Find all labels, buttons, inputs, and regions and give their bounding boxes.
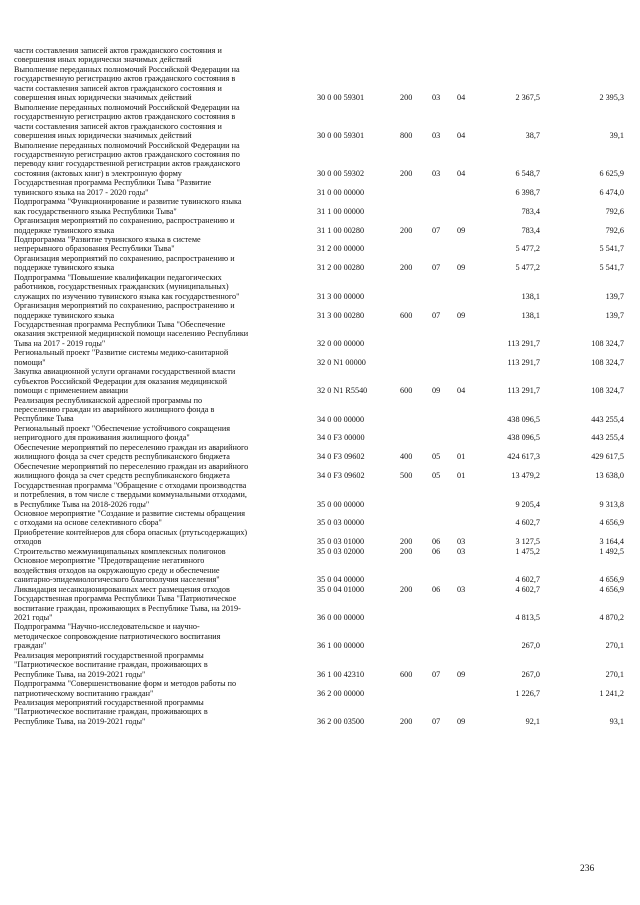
subsection: 04 bbox=[457, 386, 466, 396]
row-name-line: служащих по изучению тувинского языка как государственного" bbox=[14, 291, 240, 301]
row-name-line: государственную регистрацию актов гражданского состояния в bbox=[14, 74, 236, 84]
row-name-line: Республике Тыва bbox=[14, 414, 74, 424]
row-name bbox=[14, 320, 306, 348]
amount-year-2: 792,6 bbox=[605, 225, 624, 235]
row-name-line: "Патриотическое воспитание граждан, проживающих в bbox=[14, 660, 208, 670]
amount-year-2: 13 638,0 bbox=[595, 471, 624, 481]
row-name-line: Республике Тыва, на 2019-2021 годы" bbox=[14, 669, 146, 679]
expense-type: 500 bbox=[400, 471, 413, 481]
row-name-line: непрерывного образования Республики Тыва" bbox=[14, 244, 175, 254]
subsection: 09 bbox=[457, 263, 466, 273]
row-name-line: Реализация республиканской адресной программы по bbox=[14, 395, 203, 405]
section: 03 bbox=[432, 131, 441, 141]
row-name-line: Государственная программа Республики Тыва "Обеспечение bbox=[14, 320, 226, 330]
row-name-line: субъектов Российской Федерации для оказания медицинской bbox=[14, 376, 227, 386]
program-code: 36 1 00 00000 bbox=[317, 641, 365, 651]
program-code: 34 0 00 00000 bbox=[317, 414, 365, 424]
subsection: 03 bbox=[457, 584, 466, 594]
row-name bbox=[14, 396, 306, 424]
row-name bbox=[14, 509, 306, 528]
row-name-line: совершения иных юридически значимых действий bbox=[14, 93, 192, 103]
amount-year-2: 4 656,9 bbox=[599, 575, 624, 585]
amount-year-1: 6 548,7 bbox=[515, 168, 540, 178]
subsection: 01 bbox=[457, 452, 466, 462]
amount-year-2: 108 324,7 bbox=[591, 357, 624, 367]
amount-year-2: 2 395,3 bbox=[599, 93, 624, 103]
amount-year-1: 783,4 bbox=[521, 206, 540, 216]
row-name-line: переселению граждан из аварийного жилищного фонда в bbox=[14, 405, 215, 415]
section: 03 bbox=[432, 168, 441, 178]
amount-year-1: 5 477,2 bbox=[515, 263, 540, 273]
amount-year-2: 108 324,7 bbox=[591, 386, 624, 396]
row-name bbox=[14, 367, 306, 395]
row-name-line: государственную регистрацию актов гражданского состояния в bbox=[14, 112, 236, 122]
amount-year-2: 6 625,9 bbox=[599, 168, 624, 178]
expense-type: 200 bbox=[400, 716, 413, 726]
amount-year-1: 113 291,7 bbox=[507, 338, 540, 348]
row-name bbox=[14, 556, 306, 584]
program-code: 31 2 00 00280 bbox=[317, 263, 365, 273]
section: 06 bbox=[432, 546, 441, 556]
row-name-line: патриотическому воспитанию граждан" bbox=[14, 688, 154, 698]
amount-year-2: 429 617,5 bbox=[591, 452, 624, 462]
amount-year-1: 267,0 bbox=[521, 669, 540, 679]
amount-year-1: 13 479,2 bbox=[511, 471, 540, 481]
row-name-line: Подпрограмма "Повышение квалификации педагогических bbox=[14, 272, 222, 282]
row-name-line: непригодного для проживания жилищного фонда" bbox=[14, 433, 190, 443]
expense-type: 600 bbox=[400, 310, 413, 320]
program-code: 31 0 00 00000 bbox=[317, 187, 365, 197]
row-name-line: Организация мероприятий по сохранению, распространению и bbox=[14, 216, 235, 226]
row-name-line: как государственного языка Республики Тыва" bbox=[14, 206, 177, 216]
expense-type: 600 bbox=[400, 386, 413, 396]
program-code: 31 3 00 00000 bbox=[317, 291, 365, 301]
amount-year-2: 4 656,9 bbox=[599, 584, 624, 594]
row-name bbox=[14, 254, 306, 273]
row-name-line: Подпрограмма "Развитие тувинского языка в системе bbox=[14, 235, 201, 244]
row-name-line: Обеспечение мероприятий по переселению граждан из аварийного bbox=[14, 461, 249, 471]
amount-year-1: 4 813,5 bbox=[515, 612, 540, 622]
row-name bbox=[14, 622, 306, 650]
row-name-line: Реализация мероприятий государственной программы bbox=[14, 698, 204, 708]
program-code: 32 0 N1 00000 bbox=[317, 357, 366, 367]
amount-year-1: 4 602,7 bbox=[515, 575, 540, 585]
expense-type: 200 bbox=[400, 263, 413, 273]
program-code: 35 0 04 01000 bbox=[317, 584, 365, 594]
row-name bbox=[14, 235, 306, 254]
row-name-line: Приобретение контейнеров для сбора опасных (ртутьсодержащих) bbox=[14, 527, 248, 537]
amount-year-2: 4 870,2 bbox=[599, 612, 624, 622]
row-name-line: Подпрограмма "Функционирование и развитие тувинского языка bbox=[14, 197, 242, 207]
amount-year-2: 139,7 bbox=[605, 310, 624, 320]
row-name-line: помощи" bbox=[14, 357, 46, 367]
program-code: 36 2 00 00000 bbox=[317, 688, 365, 698]
row-name-line: оказания экстренной медицинской помощи населению Республики bbox=[14, 329, 249, 339]
row-name-line: Республике Тыва, на 2019-2021 годы" bbox=[14, 716, 146, 726]
row-name bbox=[14, 273, 306, 301]
amount-year-1: 4 602,7 bbox=[515, 584, 540, 594]
subsection: 04 bbox=[457, 131, 466, 141]
row-name-line: отходов bbox=[14, 537, 42, 547]
amount-year-1: 6 398,7 bbox=[515, 187, 540, 197]
amount-year-1: 113 291,7 bbox=[507, 386, 540, 396]
row-name-line: совершения иных юридически значимых действий bbox=[14, 130, 192, 140]
row-name-line: 2021 годы" bbox=[14, 612, 53, 622]
section: 07 bbox=[432, 310, 441, 320]
amount-year-2: 9 313,8 bbox=[599, 499, 624, 509]
subsection: 04 bbox=[457, 168, 466, 178]
row-name-line: Подпрограмма "Научно-исследовательское и научно- bbox=[14, 622, 200, 632]
program-code: 35 0 03 00000 bbox=[317, 518, 365, 528]
section: 07 bbox=[432, 263, 441, 273]
row-name bbox=[14, 547, 306, 556]
subsection: 09 bbox=[457, 310, 466, 320]
subsection: 09 bbox=[457, 225, 466, 235]
amount-year-2: 5 541,7 bbox=[599, 263, 624, 273]
row-name-line: Основное мероприятие "Предотвращение негативного bbox=[14, 556, 205, 566]
row-name-line: Региональный проект "Обеспечение устойчивого сокращения bbox=[14, 424, 230, 433]
expense-type: 600 bbox=[400, 669, 413, 679]
subsection: 03 bbox=[457, 537, 466, 547]
row-name-line: состояния (актовых книг) в электронную форму bbox=[14, 168, 182, 178]
program-code: 36 1 00 42310 bbox=[317, 669, 365, 679]
section: 06 bbox=[432, 537, 441, 547]
row-name-line: методическое сопровождение патриотического воспитания bbox=[14, 631, 221, 641]
row-name-line: работников, государственных гражданских (муниципальных) bbox=[14, 282, 229, 292]
program-code: 35 0 03 02000 bbox=[317, 546, 365, 556]
amount-year-2: 39,1 bbox=[609, 131, 624, 141]
row-name-line: Организация мероприятий по сохранению, распространению и bbox=[14, 301, 235, 311]
amount-year-2: 4 656,9 bbox=[599, 518, 624, 528]
amount-year-1: 424 617,3 bbox=[507, 452, 540, 462]
row-name-line: Подпрограмма "Совершенствование форм и методов работы по bbox=[14, 679, 237, 689]
amount-year-1: 38,7 bbox=[525, 131, 540, 141]
amount-year-1: 438 096,5 bbox=[507, 414, 540, 424]
row-name-line: поддержке тувинского языка bbox=[14, 310, 115, 320]
program-code: 32 0 N1 R5540 bbox=[317, 386, 368, 396]
section: 03 bbox=[432, 93, 441, 103]
program-code: 35 0 04 00000 bbox=[317, 575, 365, 585]
row-name bbox=[14, 585, 306, 594]
expense-type: 200 bbox=[400, 168, 413, 178]
row-name bbox=[14, 594, 306, 622]
row-name bbox=[14, 301, 306, 320]
program-code: 31 1 00 00280 bbox=[317, 225, 365, 235]
row-name bbox=[14, 651, 306, 679]
section: 07 bbox=[432, 225, 441, 235]
row-name-line: и потребления, в том числе с твердыми коммунальными отходами, bbox=[14, 490, 247, 500]
page-number: 236 bbox=[580, 864, 595, 874]
row-name-line: помощи с применением авиации bbox=[14, 386, 128, 396]
row-name-line: в Республике Тыва на 2018-2026 годы" bbox=[14, 499, 150, 509]
amount-year-2: 108 324,7 bbox=[591, 338, 624, 348]
section: 09 bbox=[432, 386, 441, 396]
row-name-line: граждан" bbox=[14, 641, 47, 651]
amount-year-2: 139,7 bbox=[605, 291, 624, 301]
row-name bbox=[14, 46, 306, 65]
amount-year-2: 1 241,2 bbox=[599, 688, 624, 698]
row-name-line: Ликвидация несанкционированных мест размещения отходов bbox=[14, 584, 230, 594]
row-name-line: воздействия отходов на окружающую среду и обеспечение bbox=[14, 565, 220, 575]
program-code: 31 1 00 00000 bbox=[317, 206, 365, 216]
row-name bbox=[14, 698, 306, 726]
program-code: 34 0 F3 09602 bbox=[317, 452, 365, 462]
section: 07 bbox=[432, 716, 441, 726]
amount-year-2: 443 255,4 bbox=[591, 433, 624, 443]
amount-year-2: 3 164,4 bbox=[599, 537, 624, 547]
section: 05 bbox=[432, 452, 441, 462]
amount-year-1: 138,1 bbox=[521, 291, 540, 301]
row-name-line: воспитание граждан, проживающих в Республике Тыва, на 2019- bbox=[14, 603, 241, 613]
row-name-line: жилищного фонда за счет средств республиканского бюджета bbox=[14, 452, 230, 462]
row-name bbox=[14, 679, 306, 698]
subsection: 01 bbox=[457, 471, 466, 481]
section: 05 bbox=[432, 471, 441, 481]
row-name-line: санитарно-эпидемиологического благополучия населения" bbox=[14, 575, 220, 585]
row-name-line: Закупка авиационной услуги органами государственной власти bbox=[14, 367, 236, 377]
expense-type: 200 bbox=[400, 546, 413, 556]
expense-type: 800 bbox=[400, 131, 413, 141]
row-name-line: части составления записей актов гражданского состояния и bbox=[14, 83, 222, 93]
subsection: 04 bbox=[457, 93, 466, 103]
row-name-line: Основное мероприятие "Создание и развитие системы обращения bbox=[14, 509, 245, 519]
expense-type: 200 bbox=[400, 537, 413, 547]
row-name-line: поддержке тувинского языка bbox=[14, 263, 115, 273]
amount-year-1: 4 602,7 bbox=[515, 518, 540, 528]
row-name-line: государственную регистрацию актов гражданского состояния по bbox=[14, 149, 240, 159]
row-name-line: переводу книг государственной регистрации актов гражданского bbox=[14, 159, 241, 169]
row-name-line: Выполнение переданных полномочий Российской Федерации на bbox=[14, 102, 240, 112]
row-name-line: с отходами на основе селективного сбора" bbox=[14, 518, 162, 528]
row-name bbox=[14, 424, 306, 443]
row-name-line: жилищного фонда за счет средств республиканского бюджета bbox=[14, 471, 230, 481]
amount-year-2: 270,1 bbox=[605, 669, 624, 679]
row-name-line: части составления записей актов гражданского состояния и bbox=[14, 121, 222, 131]
expense-type: 200 bbox=[400, 584, 413, 594]
program-code: 34 0 F3 00000 bbox=[317, 433, 365, 443]
amount-year-1: 9 205,4 bbox=[515, 499, 540, 509]
row-name-line: тувинского языка на 2017 - 2020 годы" bbox=[14, 187, 149, 197]
row-name bbox=[14, 141, 306, 179]
amount-year-2: 5 541,7 bbox=[599, 244, 624, 254]
row-name-line: Выполнение переданных полномочий Российской Федерации на bbox=[14, 140, 240, 150]
subsection: 09 bbox=[457, 669, 466, 679]
amount-year-2: 1 492,5 bbox=[599, 546, 624, 556]
row-name bbox=[14, 443, 306, 462]
row-name bbox=[14, 103, 306, 141]
program-code: 32 0 00 00000 bbox=[317, 338, 365, 348]
program-code: 36 0 00 00000 bbox=[317, 612, 365, 622]
row-name-line: Организация мероприятий по сохранению, распространению и bbox=[14, 253, 235, 263]
row-name-line: Государственная программа Республики Тыва "Патриотическое bbox=[14, 594, 237, 604]
amount-year-1: 113 291,7 bbox=[507, 357, 540, 367]
row-name-line: Государственная программа "Обращение с отходами производства bbox=[14, 480, 247, 490]
program-code: 35 0 00 00000 bbox=[317, 499, 365, 509]
row-name bbox=[14, 348, 306, 367]
amount-year-1: 3 127,5 bbox=[515, 537, 540, 547]
amount-year-1: 783,4 bbox=[521, 225, 540, 235]
row-name-line: Реализация мероприятий государственной программы bbox=[14, 650, 204, 660]
amount-year-2: 792,6 bbox=[605, 206, 624, 216]
section: 07 bbox=[432, 669, 441, 679]
program-code: 30 0 00 59301 bbox=[317, 131, 365, 141]
subsection: 03 bbox=[457, 546, 466, 556]
subsection: 09 bbox=[457, 716, 466, 726]
program-code: 34 0 F3 09602 bbox=[317, 471, 365, 481]
amount-year-1: 138,1 bbox=[521, 310, 540, 320]
row-name bbox=[14, 178, 306, 197]
row-name-line: поддержке тувинского языка bbox=[14, 225, 115, 235]
amount-year-1: 5 477,2 bbox=[515, 244, 540, 254]
amount-year-1: 267,0 bbox=[521, 641, 540, 651]
program-code: 31 2 00 00000 bbox=[317, 244, 365, 254]
program-code: 31 3 00 00280 bbox=[317, 310, 365, 320]
amount-year-2: 93,1 bbox=[609, 716, 624, 726]
row-name bbox=[14, 197, 306, 216]
program-code: 30 0 00 59302 bbox=[317, 168, 365, 178]
amount-year-1: 1 475,2 bbox=[515, 546, 540, 556]
program-code: 30 0 00 59301 bbox=[317, 93, 365, 103]
row-name-line: совершения иных юридически значимых действий bbox=[14, 55, 192, 65]
row-name bbox=[14, 462, 306, 481]
row-name bbox=[14, 65, 306, 103]
row-name-line: Выполнение переданных полномочий Российской Федерации на bbox=[14, 64, 240, 74]
row-name-line: части составления записей актов гражданского состояния и bbox=[14, 46, 222, 55]
row-name-line: Государственная программа Республики Тыва "Развитие bbox=[14, 178, 212, 188]
amount-year-1: 2 367,5 bbox=[515, 93, 540, 103]
row-name-line: Строительство межмуниципальных комплексных полигонов bbox=[14, 546, 226, 556]
row-name-line: Тыва на 2017 - 2019 годы" bbox=[14, 338, 106, 348]
amount-year-1: 92,1 bbox=[525, 716, 540, 726]
row-name bbox=[14, 216, 306, 235]
section: 06 bbox=[432, 584, 441, 594]
expense-type: 400 bbox=[400, 452, 413, 462]
row-name-line: Обеспечение мероприятий по переселению граждан из аварийного bbox=[14, 442, 249, 452]
row-name-line: "Патриотическое воспитание граждан, проживающих в bbox=[14, 707, 208, 717]
amount-year-1: 1 226,7 bbox=[515, 688, 540, 698]
row-name-line: Региональный проект "Развитие системы медико-санитарной bbox=[14, 348, 229, 358]
program-code: 35 0 03 01000 bbox=[317, 537, 365, 547]
row-name bbox=[14, 481, 306, 509]
expense-type: 200 bbox=[400, 225, 413, 235]
amount-year-1: 438 096,5 bbox=[507, 433, 540, 443]
amount-year-2: 270,1 bbox=[605, 641, 624, 651]
amount-year-2: 6 474,0 bbox=[599, 187, 624, 197]
program-code: 36 2 00 03500 bbox=[317, 716, 365, 726]
expense-type: 200 bbox=[400, 93, 413, 103]
row-name bbox=[14, 528, 306, 547]
amount-year-2: 443 255,4 bbox=[591, 414, 624, 424]
